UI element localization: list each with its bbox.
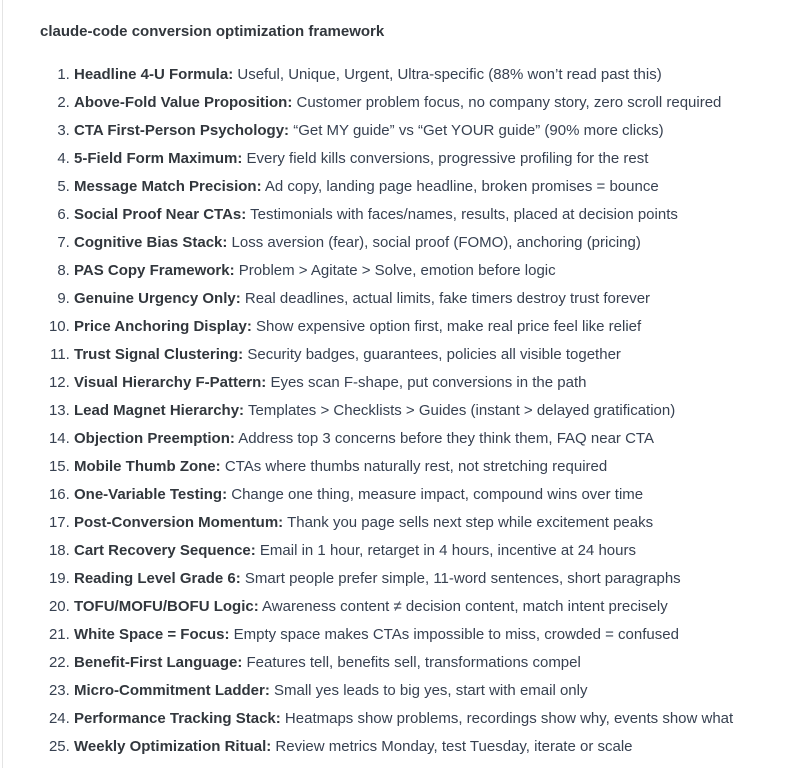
item-label: Genuine Urgency Only: xyxy=(74,290,241,307)
item-label: 5-Field Form Maximum: xyxy=(74,150,243,167)
item-label: One-Variable Testing: xyxy=(74,486,228,503)
list-item xyxy=(74,541,777,560)
item-label: Cognitive Bias Stack: xyxy=(74,234,228,251)
item-description: Ad copy, landing page headline, broken promises = bounce xyxy=(261,178,659,195)
list-item xyxy=(74,205,777,224)
item-label: Cart Recovery Sequence: xyxy=(74,542,256,559)
item-label: Visual Hierarchy F-Pattern: xyxy=(74,374,267,391)
item-description: Real deadlines, actual limits, fake timers destroy trust forever xyxy=(240,290,651,307)
list-item xyxy=(74,737,777,756)
item-description: Every field kills conversions, progressive profiling for the rest xyxy=(242,150,649,167)
item-label: White Space = Focus: xyxy=(74,626,230,643)
item-label: Post-Conversion Momentum: xyxy=(74,514,284,531)
item-label: Social Proof Near CTAs: xyxy=(74,206,247,223)
item-label: Performance Tracking Stack: xyxy=(74,710,281,727)
list-item xyxy=(74,653,777,672)
item-label: Above-Fold Value Proposition: xyxy=(74,94,293,111)
item-description: Awareness content ≠ decision content, match intent precisely xyxy=(258,598,668,615)
left-edge-divider xyxy=(2,0,3,768)
item-description: Loss aversion (fear), social proof (FOMO), anchoring (pricing) xyxy=(227,234,641,251)
item-label: TOFU/MOFU/BOFU Logic: xyxy=(74,598,259,615)
list-item xyxy=(74,93,777,112)
list-item xyxy=(74,709,777,728)
item-description: Templates > Checklists > Guides (instant > delayed gratification) xyxy=(244,402,676,419)
item-description: Empty space makes CTAs impossible to miss, crowded = confused xyxy=(229,626,679,643)
list-item xyxy=(74,149,777,168)
item-label: Headline 4-U Formula: xyxy=(74,66,234,83)
list-item xyxy=(74,289,777,308)
item-description: Show expensive option first, make real price feel like relief xyxy=(251,318,642,335)
item-description: Heatmaps show problems, recordings show why, events show what xyxy=(280,710,734,727)
item-label: Weekly Optimization Ritual: xyxy=(74,738,272,755)
item-description: Problem > Agitate > Solve, emotion before logic xyxy=(234,262,556,279)
item-label: Mobile Thumb Zone: xyxy=(74,458,221,475)
list-item xyxy=(74,485,777,504)
list-item xyxy=(74,345,777,364)
item-description: Smart people prefer simple, 11-word sentences, short paragraphs xyxy=(240,570,681,587)
list-item xyxy=(74,233,777,252)
list-item xyxy=(74,429,777,448)
item-label: Lead Magnet Hierarchy: xyxy=(74,402,245,419)
framework-list xyxy=(40,65,777,756)
list-item xyxy=(74,625,777,644)
item-label: CTA First-Person Psychology: xyxy=(74,122,290,139)
item-label: Reading Level Grade 6: xyxy=(74,570,241,587)
item-label: Trust Signal Clustering: xyxy=(74,346,244,363)
item-description: “Get MY guide” vs “Get YOUR guide” (90% more clicks) xyxy=(289,122,664,139)
list-item xyxy=(74,569,777,588)
item-description: CTAs where thumbs naturally rest, not stretching required xyxy=(220,458,608,475)
list-item xyxy=(74,317,777,336)
list-item xyxy=(74,457,777,476)
page-title: claude-code conversion optimization framework xyxy=(40,23,385,40)
list-item xyxy=(74,681,777,700)
item-label: PAS Copy Framework: xyxy=(74,262,235,279)
list-item xyxy=(74,177,777,196)
list-item xyxy=(74,373,777,392)
item-description: Eyes scan F-shape, put conversions in the path xyxy=(266,374,587,391)
item-description: Customer problem focus, no company story, zero scroll required xyxy=(292,94,722,111)
item-description: Features tell, benefits sell, transformations compel xyxy=(242,654,581,671)
list-item xyxy=(74,401,777,420)
list-item xyxy=(74,65,777,84)
item-label: Message Match Precision: xyxy=(74,178,262,195)
item-description: Security badges, guarantees, policies all visible together xyxy=(243,346,621,363)
item-description: Review metrics Monday, test Tuesday, iterate or scale xyxy=(271,738,633,755)
item-label: Price Anchoring Display: xyxy=(74,318,252,335)
item-label: Benefit-First Language: xyxy=(74,654,243,671)
item-description: Email in 1 hour, retarget in 4 hours, incentive at 24 hours xyxy=(255,542,636,559)
item-description: Change one thing, measure impact, compound wins over time xyxy=(227,486,644,503)
item-description: Address top 3 concerns before they think them, FAQ near CTA xyxy=(234,430,654,447)
list-item xyxy=(74,513,777,532)
list-item xyxy=(74,121,777,140)
item-description: Testimonials with faces/names, results, placed at decision points xyxy=(246,206,678,223)
list-item xyxy=(74,597,777,616)
item-description: Small yes leads to big yes, start with email only xyxy=(269,682,588,699)
item-label: Objection Preemption: xyxy=(74,430,235,447)
item-description: Useful, Unique, Urgent, Ultra-specific (88% won’t read past this) xyxy=(233,66,662,83)
list-item xyxy=(74,261,777,280)
item-description: Thank you page sells next step while excitement peaks xyxy=(283,514,654,531)
item-label: Micro-Commitment Ladder: xyxy=(74,682,270,699)
